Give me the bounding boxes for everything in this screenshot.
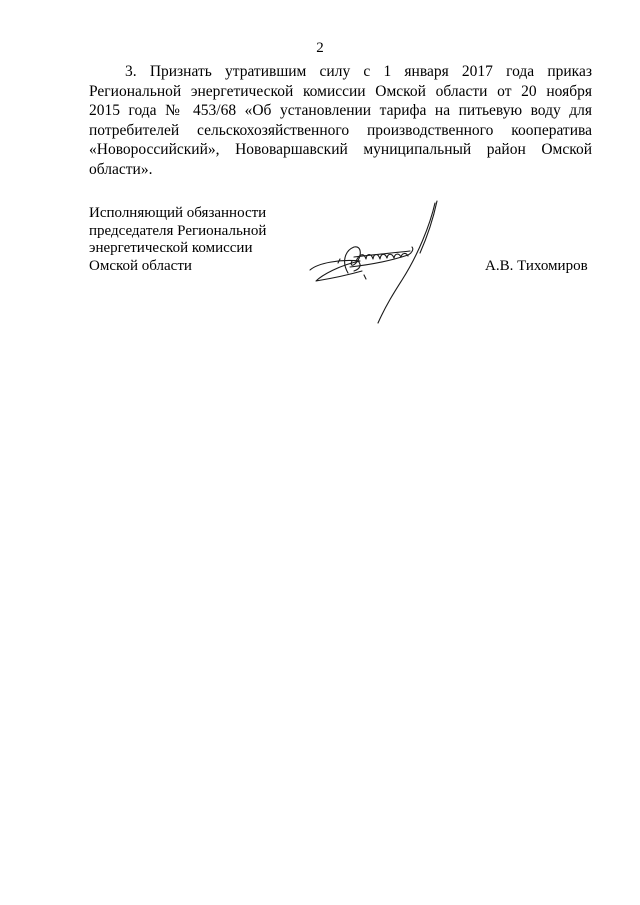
paragraph-line: 2015 года № 453/68 «Об установлении тарифа на питьевую воду для [89, 102, 592, 119]
signatory-title-line: председателя Региональной [89, 222, 267, 239]
paragraph-line: потребителей сельскохозяйственного производственного кооператива [89, 121, 592, 139]
signatory-title-line: Исполняющий обязанности [89, 205, 267, 221]
paragraph-line: Региональной энергетической комиссии Омской области от 20 ноября [89, 82, 592, 100]
body-paragraph [89, 62, 592, 179]
handwritten-signature [300, 195, 450, 330]
signatory-title-line: энергетической комиссии [89, 240, 253, 256]
paragraph-line: области». [89, 160, 153, 178]
signatory-name: А.В. Тихомиров [485, 258, 588, 274]
paragraph-line: «Новороссийский», Нововаршавский муниципальный район Омской [89, 141, 592, 158]
paragraph-line: 3. Признать утратившим силу с 1 января 2017 года приказ [125, 63, 592, 80]
signatory-title-line: Омской области [89, 257, 192, 274]
page-number: 2 [316, 40, 324, 56]
